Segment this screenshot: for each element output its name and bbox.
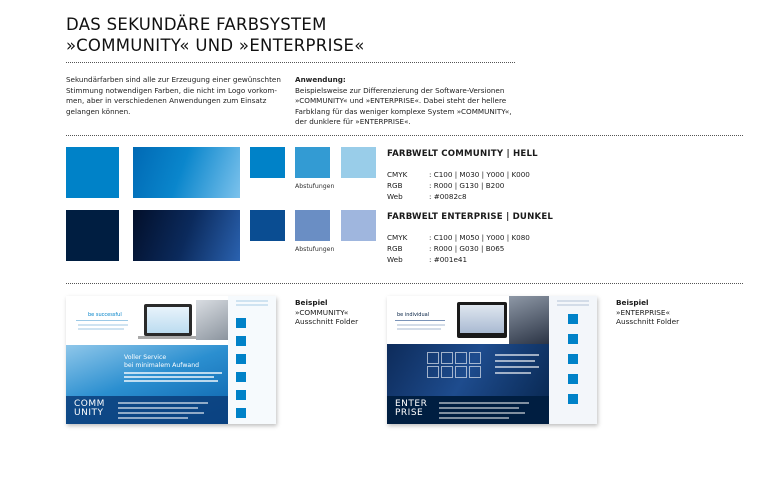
- enterprise-folder-image: [387, 296, 597, 424]
- feature-icon: [568, 334, 578, 344]
- community-world-title: FARBWELT COMMUNITY | HELL: [387, 149, 538, 159]
- community-caption: [295, 298, 358, 327]
- enterprise-gradient-swatch: [133, 210, 240, 261]
- enterprise-photo-area: [387, 344, 549, 396]
- intro-left-line: gelangen können.: [66, 106, 131, 116]
- caption-line: »COMMUNITY«: [295, 307, 349, 317]
- intro-right-text: [295, 75, 520, 128]
- enterprise-folder-left-page: [387, 296, 549, 424]
- text-line: [78, 328, 124, 330]
- community-steps-label: Abstufungen: [295, 183, 335, 190]
- headline-line1: Voller Service: [124, 354, 167, 361]
- spec-label: CMYK: [387, 233, 408, 242]
- community-folder-right-strip: [228, 296, 276, 424]
- feature-icon: [236, 372, 246, 382]
- logo-line1: ENTER: [395, 399, 428, 409]
- text-line: [397, 324, 445, 326]
- enterprise-base-swatch: [66, 210, 119, 261]
- text-line: [124, 380, 218, 382]
- text-line: [78, 324, 128, 326]
- feature-icon: [568, 394, 578, 404]
- section-divider-2: [66, 283, 743, 284]
- section-divider-1: [66, 135, 743, 136]
- intro-right-line: »COMMUNITY« und »ENTERPRISE«. Dabei steht der hellere: [295, 96, 507, 105]
- community-folder-left-page: [66, 296, 228, 424]
- caption-line: Beispiel: [616, 298, 649, 307]
- text-line: [495, 360, 535, 362]
- text-line: [439, 402, 529, 404]
- community-logo: [74, 400, 105, 418]
- enterprise-step-2: [295, 210, 330, 241]
- text-line: [118, 402, 208, 404]
- page-title: [66, 14, 365, 56]
- caption-line: Ausschnitt Folder: [616, 317, 680, 326]
- feature-icon: [568, 314, 578, 324]
- intro-right-line: Farbklang für das weniger komplexe System »COMMUNITY«,: [295, 106, 512, 116]
- grid-icon: [469, 366, 481, 378]
- text-line: [439, 412, 525, 414]
- feature-icon: [236, 336, 246, 346]
- page-title-line2: »COMMUNITY« UND »ENTERPRISE«: [66, 36, 365, 55]
- spec-value: : C100 | M030 | Y000 | K000: [429, 170, 530, 179]
- spec-value: : R000 | G030 | B065: [429, 244, 505, 253]
- enterprise-slogan: be individual: [397, 312, 430, 318]
- page-title-line1: DAS SEKUNDÄRE FARBSYSTEM: [66, 15, 327, 34]
- text-line: [236, 304, 268, 306]
- text-line: [118, 412, 204, 414]
- logo-line1: COMM: [74, 399, 105, 409]
- spec-row: [387, 191, 530, 202]
- feature-icon: [236, 318, 246, 328]
- feature-icon: [236, 390, 246, 400]
- community-step-3: [341, 147, 376, 178]
- caption-line: Beispiel: [295, 298, 328, 307]
- intro-right-line: der dunklere für »ENTERPRISE«.: [295, 117, 411, 126]
- enterprise-steps-label: Abstufungen: [295, 246, 335, 253]
- text-line: [557, 300, 589, 302]
- spec-row: [387, 232, 530, 243]
- intro-left-text: [66, 75, 288, 117]
- intro-left-line: men, aber in verschiedenen Anwendungen zum Einsatz: [66, 96, 267, 105]
- text-line: [118, 417, 188, 419]
- spec-row: [387, 254, 530, 265]
- monitor-display: [460, 305, 504, 333]
- enterprise-step-3: [341, 210, 376, 241]
- laptop-display: [147, 307, 189, 333]
- text-line: [495, 372, 531, 374]
- spec-label: RGB: [387, 181, 403, 190]
- feature-icon: [568, 354, 578, 364]
- slogan-rule: [395, 320, 445, 321]
- grid-icon: [441, 352, 453, 364]
- caption-line: Ausschnitt Folder: [295, 317, 359, 326]
- community-spec-table: [387, 169, 530, 202]
- grid-icon: [427, 352, 439, 364]
- headline-line2: bei minimalem Aufwand: [124, 362, 200, 369]
- grid-icon: [427, 366, 439, 378]
- feature-icon: [236, 408, 246, 418]
- spec-row: [387, 243, 530, 254]
- spec-label: Web: [387, 255, 403, 264]
- spec-value: : C100 | M050 | Y000 | K080: [429, 233, 530, 242]
- spec-row: [387, 169, 530, 180]
- enterprise-world-title: FARBWELT ENTERPRISE | DUNKEL: [387, 212, 554, 222]
- spec-value: : R000 | G130 | B200: [429, 181, 505, 190]
- text-line: [439, 417, 509, 419]
- spec-label: RGB: [387, 244, 403, 253]
- community-step-1: [250, 147, 285, 178]
- grid-icon: [455, 352, 467, 364]
- community-step-2: [295, 147, 330, 178]
- text-line: [557, 304, 589, 306]
- title-divider: [66, 62, 515, 63]
- intro-right-line: Beispielsweise zur Differenzierung der Software-Versionen: [295, 85, 505, 95]
- community-base-swatch: [66, 147, 119, 198]
- grid-icon: [455, 366, 467, 378]
- car-photo: [196, 300, 228, 340]
- enterprise-caption: [616, 298, 679, 327]
- laptop-screen: [144, 304, 192, 336]
- logo-line2: UNITY: [74, 408, 104, 418]
- text-line: [439, 407, 519, 409]
- text-line: [124, 376, 214, 378]
- feature-icon: [236, 354, 246, 364]
- enterprise-folder-right-strip: [549, 296, 597, 424]
- logo-line2: PRISE: [395, 408, 424, 418]
- spec-value: : #001e41: [429, 255, 468, 264]
- text-line: [495, 354, 539, 356]
- community-folder-image: [66, 296, 276, 424]
- spec-label: CMYK: [387, 170, 408, 179]
- spec-row: [387, 180, 530, 191]
- grid-icon: [469, 352, 481, 364]
- spec-value: : #0082c8: [429, 192, 467, 201]
- text-line: [124, 372, 222, 374]
- enterprise-spec-table: [387, 232, 530, 265]
- intro-left-line: Stimmung notwendigen Farben, die nicht im Logo vorkom-: [66, 85, 278, 95]
- grid-icon: [441, 366, 453, 378]
- usage-heading: Anwendung:: [295, 75, 346, 84]
- text-line: [397, 328, 441, 330]
- feature-icon: [568, 374, 578, 384]
- touch-photo: [509, 296, 549, 344]
- spec-label: Web: [387, 192, 403, 201]
- intro-left-line: Sekundärfarben sind alle zur Erzeugung einer gewünschten: [66, 75, 281, 84]
- enterprise-step-1: [250, 210, 285, 241]
- community-headline: [124, 354, 199, 370]
- caption-line: »ENTERPRISE«: [616, 307, 670, 317]
- slogan-rule: [76, 320, 128, 321]
- laptop-base: [138, 336, 198, 339]
- text-line: [495, 366, 539, 368]
- community-slogan: be successful: [88, 312, 122, 318]
- monitor: [457, 302, 507, 338]
- text-line: [236, 300, 268, 302]
- enterprise-logo: [395, 400, 427, 418]
- text-line: [118, 407, 198, 409]
- community-gradient-swatch: [133, 147, 240, 198]
